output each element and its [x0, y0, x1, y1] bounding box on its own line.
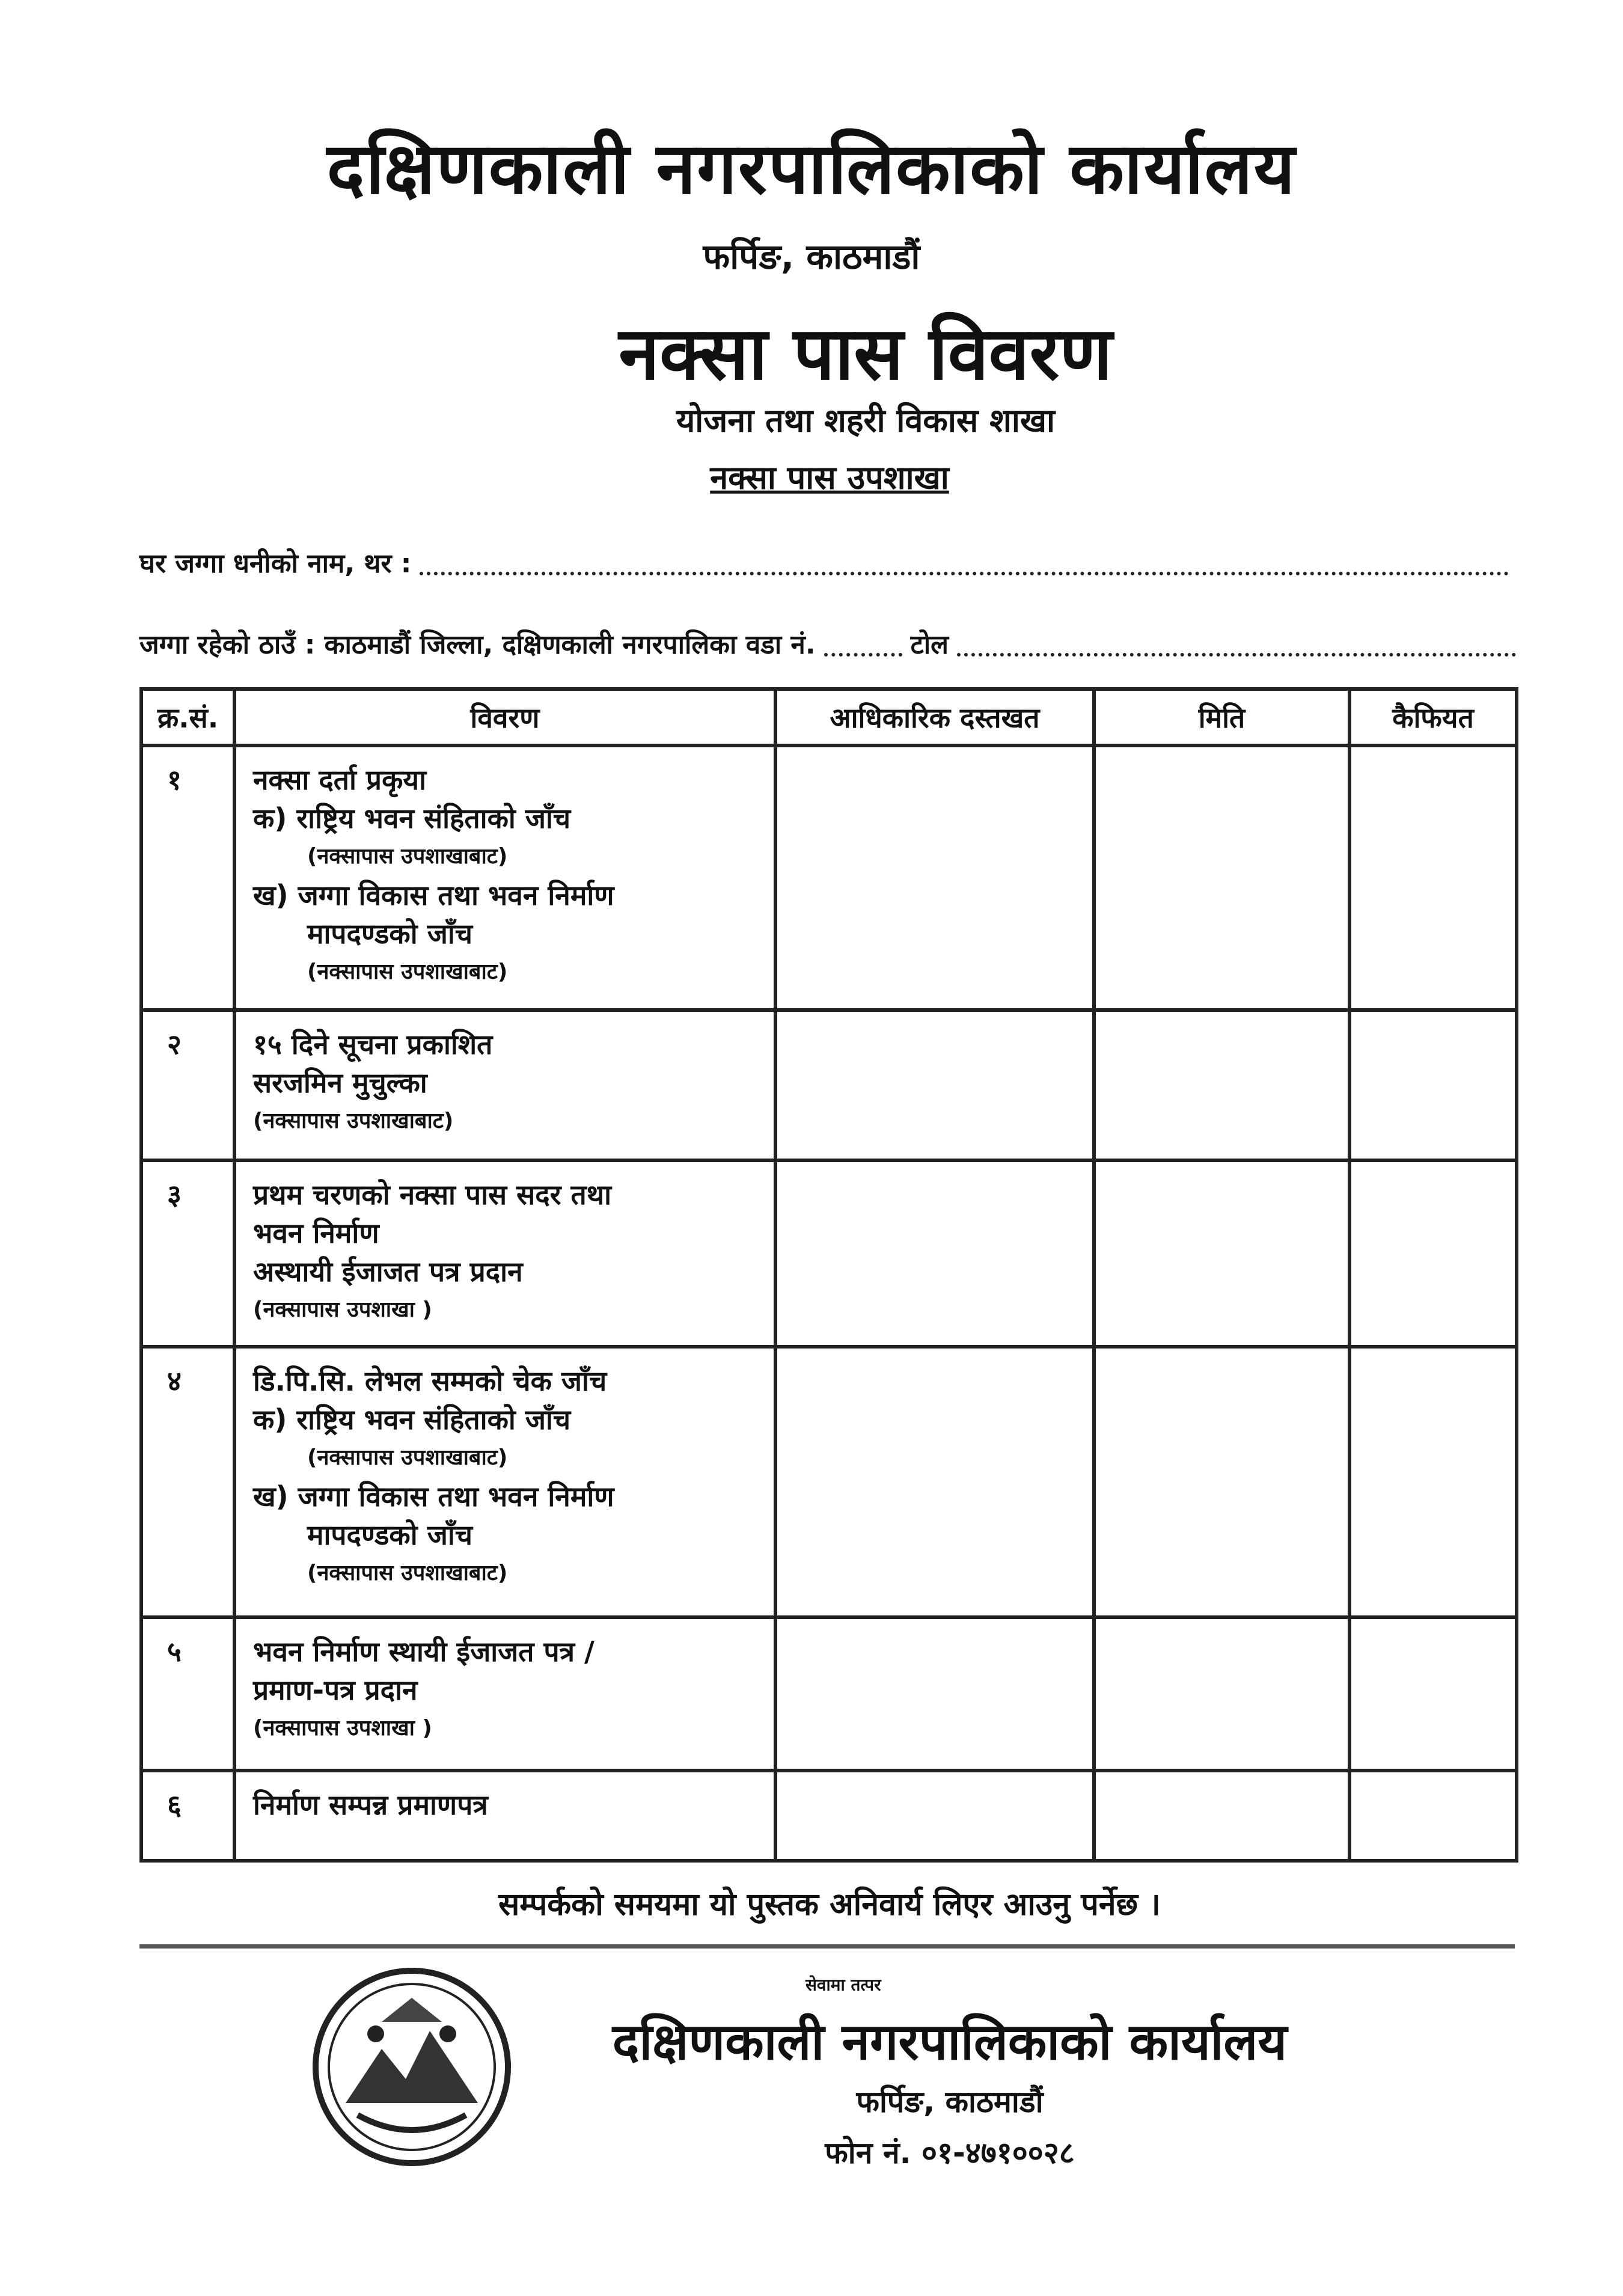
owner-name-blank[interactable] — [420, 566, 1509, 575]
row-serial: १ — [141, 745, 234, 1010]
table-row — [141, 1347, 1517, 1617]
description-line: अस्थायी ईजाजत पत्र प्रदान — [253, 1255, 523, 1288]
description-line: (नक्सापास उपशाखाबाट) — [307, 1445, 508, 1470]
description-line: मापदण्डको जाँच — [307, 917, 472, 950]
location-label: जग्गा रहेको ठाउँ : काठमाडौं जिल्ला, दक्षिणकाली नगरपालिका वडा नं. — [139, 629, 816, 660]
footer-address: फर्पिङ, काठमाडौं — [856, 2084, 1044, 2119]
description-line: नक्सा दर्ता प्रकृया — [253, 764, 427, 796]
description-line: भवन निर्माण स्थायी ईजाजत पत्र / — [253, 1635, 594, 1668]
description-line: प्रथम चरणको नक्सा पास सदर तथा — [253, 1178, 612, 1211]
government-seal-icon — [310, 1965, 514, 2169]
date-cell[interactable] — [1094, 1010, 1349, 1160]
footer-phone: फोन नं. ०१-४७१००२८ — [825, 2135, 1075, 2170]
signature-cell[interactable] — [775, 1617, 1094, 1771]
table-row — [141, 1010, 1517, 1160]
row-serial: ५ — [141, 1617, 234, 1771]
description-line: (नक्सापास उपशाखाबाट) — [253, 1109, 454, 1133]
description-line: सरजमिन मुचुल्का — [253, 1067, 427, 1099]
row-serial: ६ — [141, 1771, 234, 1861]
description-line: (नक्सापास उपशाखाबाट) — [307, 844, 508, 869]
description-line: क) राष्ट्रिय भवन संहिताको जाँच — [253, 1403, 571, 1436]
description-line: ख) जग्गा विकास तथा भवन निर्माण — [253, 1480, 614, 1513]
description-line: भवन निर्माण — [253, 1217, 379, 1249]
row-description — [234, 1771, 775, 1861]
tole-blank[interactable] — [957, 647, 1516, 657]
row-description — [234, 1347, 775, 1617]
footer-office: दक्षिणकाली नगरपालिकाको कार्यालय — [612, 2012, 1288, 2071]
description-line: (नक्सापास उपशाखा ) — [253, 1716, 432, 1740]
owner-name-field[interactable] — [139, 544, 1509, 580]
description-line: डि.पि.सि. लेभल सम्मको चेक जाँच — [253, 1365, 607, 1397]
row-description — [234, 1010, 775, 1160]
ward-number-blank[interactable] — [824, 647, 902, 657]
date-cell[interactable] — [1094, 745, 1349, 1010]
description-line: (नक्सापास उपशाखा ) — [253, 1297, 432, 1322]
date-cell[interactable] — [1094, 1347, 1349, 1617]
remarks-cell[interactable] — [1349, 1617, 1517, 1771]
remarks-cell[interactable] — [1349, 1160, 1517, 1347]
description-line: (नक्सापास उपशाखाबाट) — [307, 960, 508, 984]
description-line: ख) जग्गा विकास तथा भवन निर्माण — [253, 879, 614, 911]
table-header-row — [141, 689, 1517, 745]
document-title: नक्सा पास विवरण — [619, 311, 1113, 396]
header-signature: आधिकारिक दस्तखत — [775, 689, 1094, 745]
description-line: प्रमाण-पत्र प्रदान — [253, 1674, 418, 1706]
row-description — [234, 745, 775, 1010]
date-cell[interactable] — [1094, 1771, 1349, 1861]
remarks-cell[interactable] — [1349, 1010, 1517, 1160]
row-serial: ३ — [141, 1160, 234, 1347]
footer-note: सम्पर्कको समयमा यो पुस्तक अनिवार्य लिएर आउनु पर्नेछ । — [498, 1887, 1161, 1923]
description-line: निर्माण सम्पन्न प्रमाणपत्र — [253, 1789, 488, 1821]
tole-label: टोल — [910, 629, 949, 660]
signature-cell[interactable] — [775, 745, 1094, 1010]
footer-caption: सेवामा तत्पर — [805, 1975, 881, 1995]
remarks-cell[interactable] — [1349, 1347, 1517, 1617]
remarks-cell[interactable] — [1349, 745, 1517, 1010]
row-description — [234, 1617, 775, 1771]
header-remarks: कैफियत — [1349, 689, 1517, 745]
row-description — [234, 1160, 775, 1347]
section-name: योजना तथा शहरी विकास शाखा — [676, 402, 1056, 439]
approval-table — [139, 687, 1518, 1863]
header-date: मिति — [1094, 689, 1349, 745]
subsection-name: नक्सा पास उपशाखा — [710, 459, 949, 497]
row-serial: ४ — [141, 1347, 234, 1617]
date-cell[interactable] — [1094, 1160, 1349, 1347]
location-field[interactable] — [139, 625, 1516, 661]
header-serial: क्र.सं. — [141, 689, 234, 745]
signature-cell[interactable] — [775, 1771, 1094, 1861]
table-row — [141, 1160, 1517, 1347]
divider — [139, 1944, 1515, 1949]
signature-cell[interactable] — [775, 1347, 1094, 1617]
description-line: (नक्सापास उपशाखाबाट) — [307, 1561, 508, 1585]
signature-cell[interactable] — [775, 1160, 1094, 1347]
description-line: क) राष्ट्रिय भवन संहिताको जाँच — [253, 802, 571, 834]
description-line: मापदण्डको जाँच — [307, 1519, 472, 1551]
header-description: विवरण — [234, 689, 775, 745]
table-row — [141, 745, 1517, 1010]
remarks-cell[interactable] — [1349, 1771, 1517, 1861]
date-cell[interactable] — [1094, 1617, 1349, 1771]
owner-name-label: घर जग्गा धनीको नाम, थर : — [139, 548, 412, 579]
row-serial: २ — [141, 1010, 234, 1160]
table-row — [141, 1771, 1517, 1861]
table-row — [141, 1617, 1517, 1771]
signature-cell[interactable] — [775, 1010, 1094, 1160]
description-line: १५ दिने सूचना प्रकाशित — [253, 1028, 493, 1061]
office-title: दक्षिणकाली नगरपालिकाको कार्यालय — [326, 127, 1297, 210]
office-address: फर्पिङ, काठमाडौं — [703, 236, 920, 277]
